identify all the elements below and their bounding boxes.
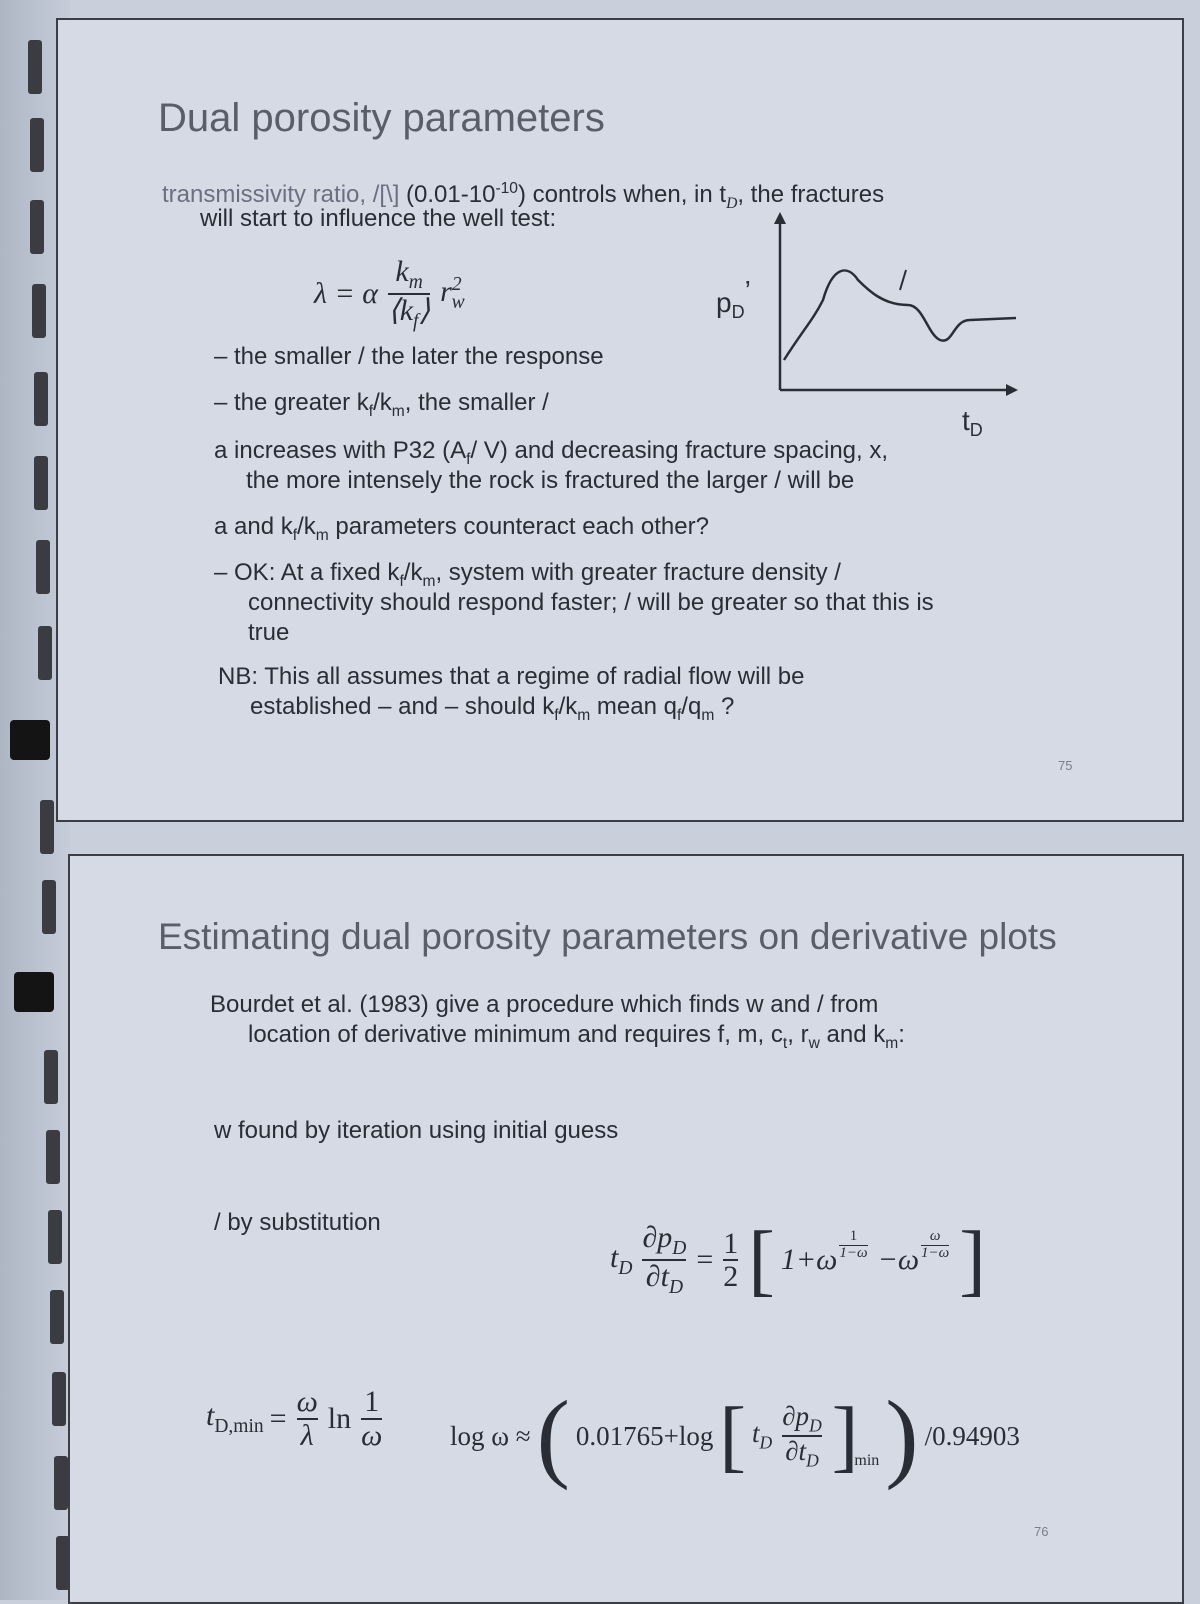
log-omega-equation: log ω ≈ ( 0.01765+log [ $t_D$ $\frac{\partial p_D}{\partial t_D}$ ] min ) /0.94903 <box>450 1380 1020 1491</box>
binder-ring <box>42 880 56 934</box>
lambda-substitution-line: / by substitution <box>214 1209 381 1236</box>
ok-answer-line-3: true <box>248 619 290 646</box>
binder-ring <box>54 1456 68 1510</box>
pressure-derivative-sketch <box>708 210 1028 440</box>
binder-ring <box>48 1210 62 1264</box>
bullet-greater-ratio: – the greater $k_f/k_m$, the smaller / <box>214 389 549 420</box>
binder-ring <box>50 1290 64 1344</box>
binder-ring <box>46 1130 60 1184</box>
binder-ring <box>28 40 42 94</box>
alpha-paragraph-line-2: the more intensely the rock is fractured the larger / will be <box>246 467 855 494</box>
binder-clip <box>14 972 54 1012</box>
binder-ring <box>30 200 44 254</box>
page-number: 76 <box>1034 1524 1049 1539</box>
slide-title: Dual porosity parameters <box>158 96 605 140</box>
derivative-curve <box>784 270 1016 360</box>
binder-ring <box>34 456 48 510</box>
nb-line-2: established – and – should $k_f/k_m$ mean $q_f/q_m$ ? <box>250 693 735 724</box>
curve-tick-mark <box>900 270 906 290</box>
page-number: 75 <box>1058 758 1073 773</box>
tdmin-equation: $t_{D,min}$ = $\frac{\omega}{\lambda}$ ln $\frac{1}{\omega}$ <box>206 1385 383 1452</box>
binder-ring <box>34 372 48 426</box>
slide-76 <box>68 854 1184 1604</box>
binder-ring <box>32 284 46 338</box>
binder-ring <box>40 800 54 854</box>
binder-ring <box>30 118 44 172</box>
ok-answer-line-2: connectivity should respond faster; / will be greater so that this is <box>248 589 934 616</box>
omega-iteration-line: w found by iteration using initial guess <box>214 1117 619 1144</box>
y-arrow-head <box>774 212 786 224</box>
counteract-question: a and $k_f/k_m$ parameters counteract each other? <box>214 513 709 544</box>
intro-line-1: transmissivity ratio, /[\] $(0.01-10^{-10})$ controls when, in $t_D$, the fractures <box>162 180 885 212</box>
nb-line-1: NB: This all assumes that a regime of radial flow will be <box>218 663 805 690</box>
binder-ring <box>44 1050 58 1104</box>
intro-line-2: will start to influence the well test: <box>200 205 557 232</box>
binder-ring <box>52 1372 66 1426</box>
binder-ring <box>36 540 50 594</box>
alpha-paragraph-line-1: a increases with P32 ($A_f/$ V) and decreasing fracture spacing, x, <box>214 437 889 468</box>
sketch-x-label: $t_D$ <box>962 405 983 440</box>
derivative-equation: $t_D$ $\frac{\partial p_D}{\partial t_D}$ = $\frac{1}{2}$ [ 1+ω $\frac{1}{1-\omega}$ −ω $\frac{\omega}{1-\omega}$ ] <box>610 1216 986 1304</box>
lambda-formula: λ = α $\frac{k_m}{⟨k_f⟩}$ $r^2_w$ <box>314 255 465 333</box>
bourdet-line-1: Bourdet et al. (1983) give a procedure which finds w and / from <box>210 991 879 1018</box>
binder-clip <box>10 720 50 760</box>
sketch-y-label: $p_D$’ <box>716 275 751 322</box>
bourdet-line-2: location of derivative minimum and requires f, m, $c_t$, $r_w$ and $k_m$: <box>248 1021 905 1052</box>
binder-ring <box>38 626 52 680</box>
bullet-smaller-lambda: – the smaller / the later the response <box>214 343 604 370</box>
x-arrow-head <box>1006 384 1018 396</box>
ok-answer-line-1: – OK: At a fixed $k_f/k_m$, system with greater fracture density / <box>214 559 841 590</box>
slide-75 <box>56 18 1184 822</box>
slide-title: Estimating dual porosity parameters on derivative plots <box>158 916 1057 957</box>
